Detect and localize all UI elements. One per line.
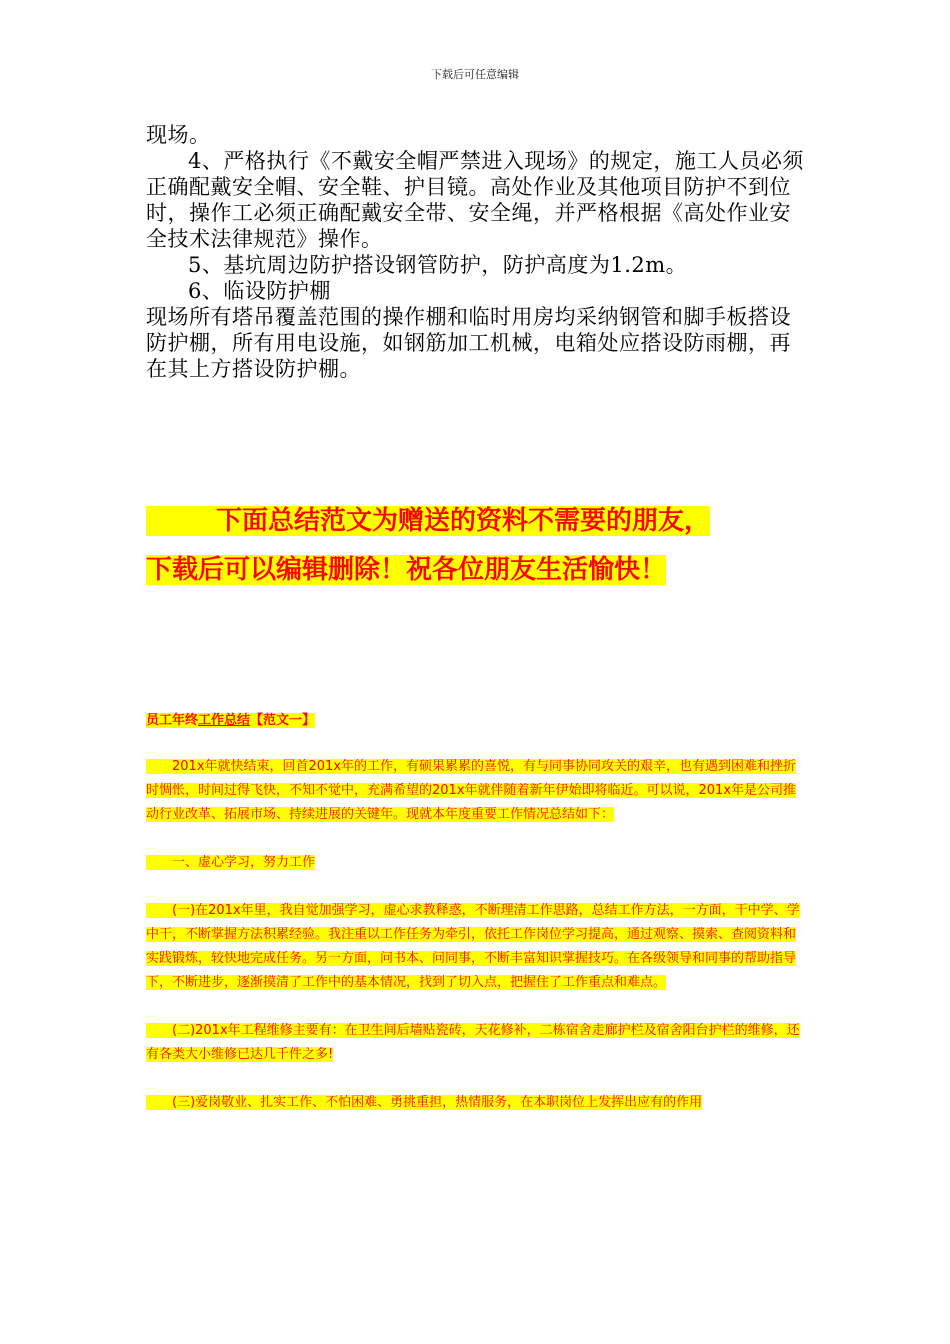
- item-5: 5、基坑周边防护搭设钢管防护，防护高度为1.2m。: [188, 253, 688, 277]
- body-line-1: 现场。: [146, 123, 211, 147]
- item-6-body: 现场所有塔吊覆盖范围的操作棚和临时用房均采纳钢管和脚手板搭设防护棚，所有用电设施，如钢筋加工机械，电箱处应搭设防雨棚，再在其上方搭设防护棚。: [146, 305, 791, 381]
- essay-title-prefix: 员工年终: [146, 713, 199, 728]
- essay-paragraph-4: (三)爱岗敬业、扎实工作、不怕困难、勇挑重担，热情服务，在本职岗位上发挥出应有的作用: [146, 1091, 806, 1115]
- item-6-title: 6、临设防护棚: [188, 279, 331, 303]
- item-4: 4、严格执行《不戴安全帽严禁进入现场》的规定，施工人员必须正确配戴安全帽、安全鞋、护目镜。高处作业及其他项目防护不到位时，操作工必须正确配戴安全带、安全绳，并严格根据《高处作业安全技术法律规范》操作。: [146, 149, 804, 251]
- essay-title-underlined: 工作总结: [198, 713, 251, 728]
- promo-line-1: [146, 500, 806, 537]
- essay-body: [146, 755, 806, 1115]
- essay-title-suffix: 【范文一】: [250, 713, 316, 728]
- essay-title: [146, 709, 806, 733]
- promo-line-2: [146, 549, 806, 586]
- essay-paragraph-2: (一)在201x年里，我自觉加强学习，虚心求教释惑，不断理清工作思路，总结工作方法，一方面，干中学、学中干，不断掌握方法积累经验。我注重以工作任务为牵引，依托工作岗位学习提高，通过观察、摸索、查阅资料和实践锻炼，较快地完成任务。另一方面，问书本、问同事，不断丰富知识掌握技巧。在各级领导和同事的帮助指导下，不断进步，逐渐摸清了工作中的基本情况，找到了切入点，把握住了工作重点和难点。: [146, 903, 800, 990]
- essay-paragraph-3: (二)201x年工程维修主要有：在卫生间后墙贴瓷砖，天花修补，二栋宿舍走廊护栏及宿舍阳台护栏的维修，还有各类大小维修已达几千件之多!: [146, 1023, 800, 1062]
- essay-paragraph-1: 201x年就快结束，回首201x年的工作，有硕果累累的喜悦，有与同事协同攻关的艰辛，也有遇到困难和挫折时惆怅，时间过得飞快，不知不觉中，充满希望的201x年就伴随着新年伊始即将临近。可以说，201x年是公司推动行业改革、拓展市场、持续进展的关键年。现就本年度重要工作情况总结如下：: [146, 759, 797, 822]
- promo-line-1-text: 下面总结范文为赠送的资料不需要的朋友，: [216, 506, 711, 536]
- page-header: 下载后可任意编辑: [431, 68, 519, 81]
- body-section: [146, 122, 811, 382]
- essay-heading-1: 一、虚心学习，努力工作: [146, 851, 806, 875]
- promo-line-2-text: 下载后可以编辑删除！祝各位朋友生活愉快！: [146, 555, 667, 585]
